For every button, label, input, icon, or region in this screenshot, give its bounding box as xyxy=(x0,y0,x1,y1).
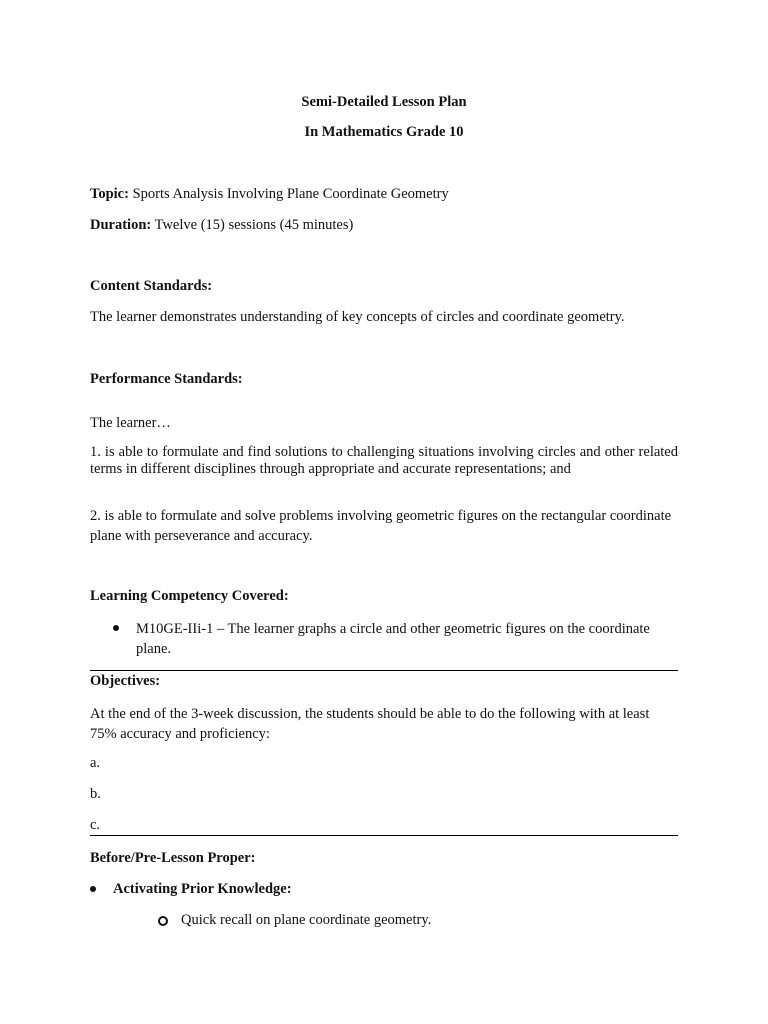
learning-competency-item: M10GE-IIi-1 – The learner graphs a circle and other geometric figures on the coordinate plane. xyxy=(136,621,650,657)
bullet-dot-icon xyxy=(90,886,96,892)
performance-standard-item-1: 1. is able to formulate and find solutions to challenging situations involving circles and other related terms in different disciplines through appropriate and accurate representations; and xyxy=(90,444,678,477)
pre-lesson-heading: Before/Pre-Lesson Proper: xyxy=(90,850,256,866)
objective-c: c. xyxy=(90,817,101,833)
objective-b: b. xyxy=(90,786,101,802)
bullet-circle-icon xyxy=(158,916,168,926)
quick-recall-item: Quick recall on plane coordinate geometry. xyxy=(181,912,432,928)
activating-prior-knowledge: Activating Prior Knowledge: xyxy=(113,881,292,897)
performance-standard-item-2: 2. is able to formulate and solve problems involving geometric figures on the rectangular coordinate plane with perseverance and accuracy. xyxy=(90,508,672,544)
lesson-plan-title: Semi-Detailed Lesson Plan xyxy=(301,94,467,110)
performance-standards-heading: Performance Standards: xyxy=(90,371,243,387)
bullet-dot-icon xyxy=(113,625,119,631)
topic-line xyxy=(90,186,678,203)
section-divider xyxy=(90,670,678,671)
section-divider xyxy=(90,835,678,836)
objective-a: a. xyxy=(90,755,101,771)
content-standards-heading: Content Standards: xyxy=(90,278,213,294)
learning-competency-heading: Learning Competency Covered: xyxy=(90,588,289,604)
lesson-plan-subtitle: In Mathematics Grade 10 xyxy=(304,124,464,140)
objectives-heading: Objectives: xyxy=(90,673,161,689)
performance-standards-intro: The learner… xyxy=(90,415,171,431)
duration-label: Duration: xyxy=(90,217,152,233)
topic-value: Sports Analysis Involving Plane Coordinate Geometry xyxy=(128,186,449,202)
objectives-intro: At the end of the 3-week discussion, the students should be able to do the following with at least 75% accuracy and proficiency: xyxy=(90,706,650,742)
duration-line xyxy=(90,217,678,234)
content-standards-text: The learner demonstrates understanding of key concepts of circles and coordinate geometry. xyxy=(90,309,625,325)
topic-label: Topic: xyxy=(90,186,129,202)
duration-value: Twelve (15) sessions (45 minutes) xyxy=(151,217,354,233)
